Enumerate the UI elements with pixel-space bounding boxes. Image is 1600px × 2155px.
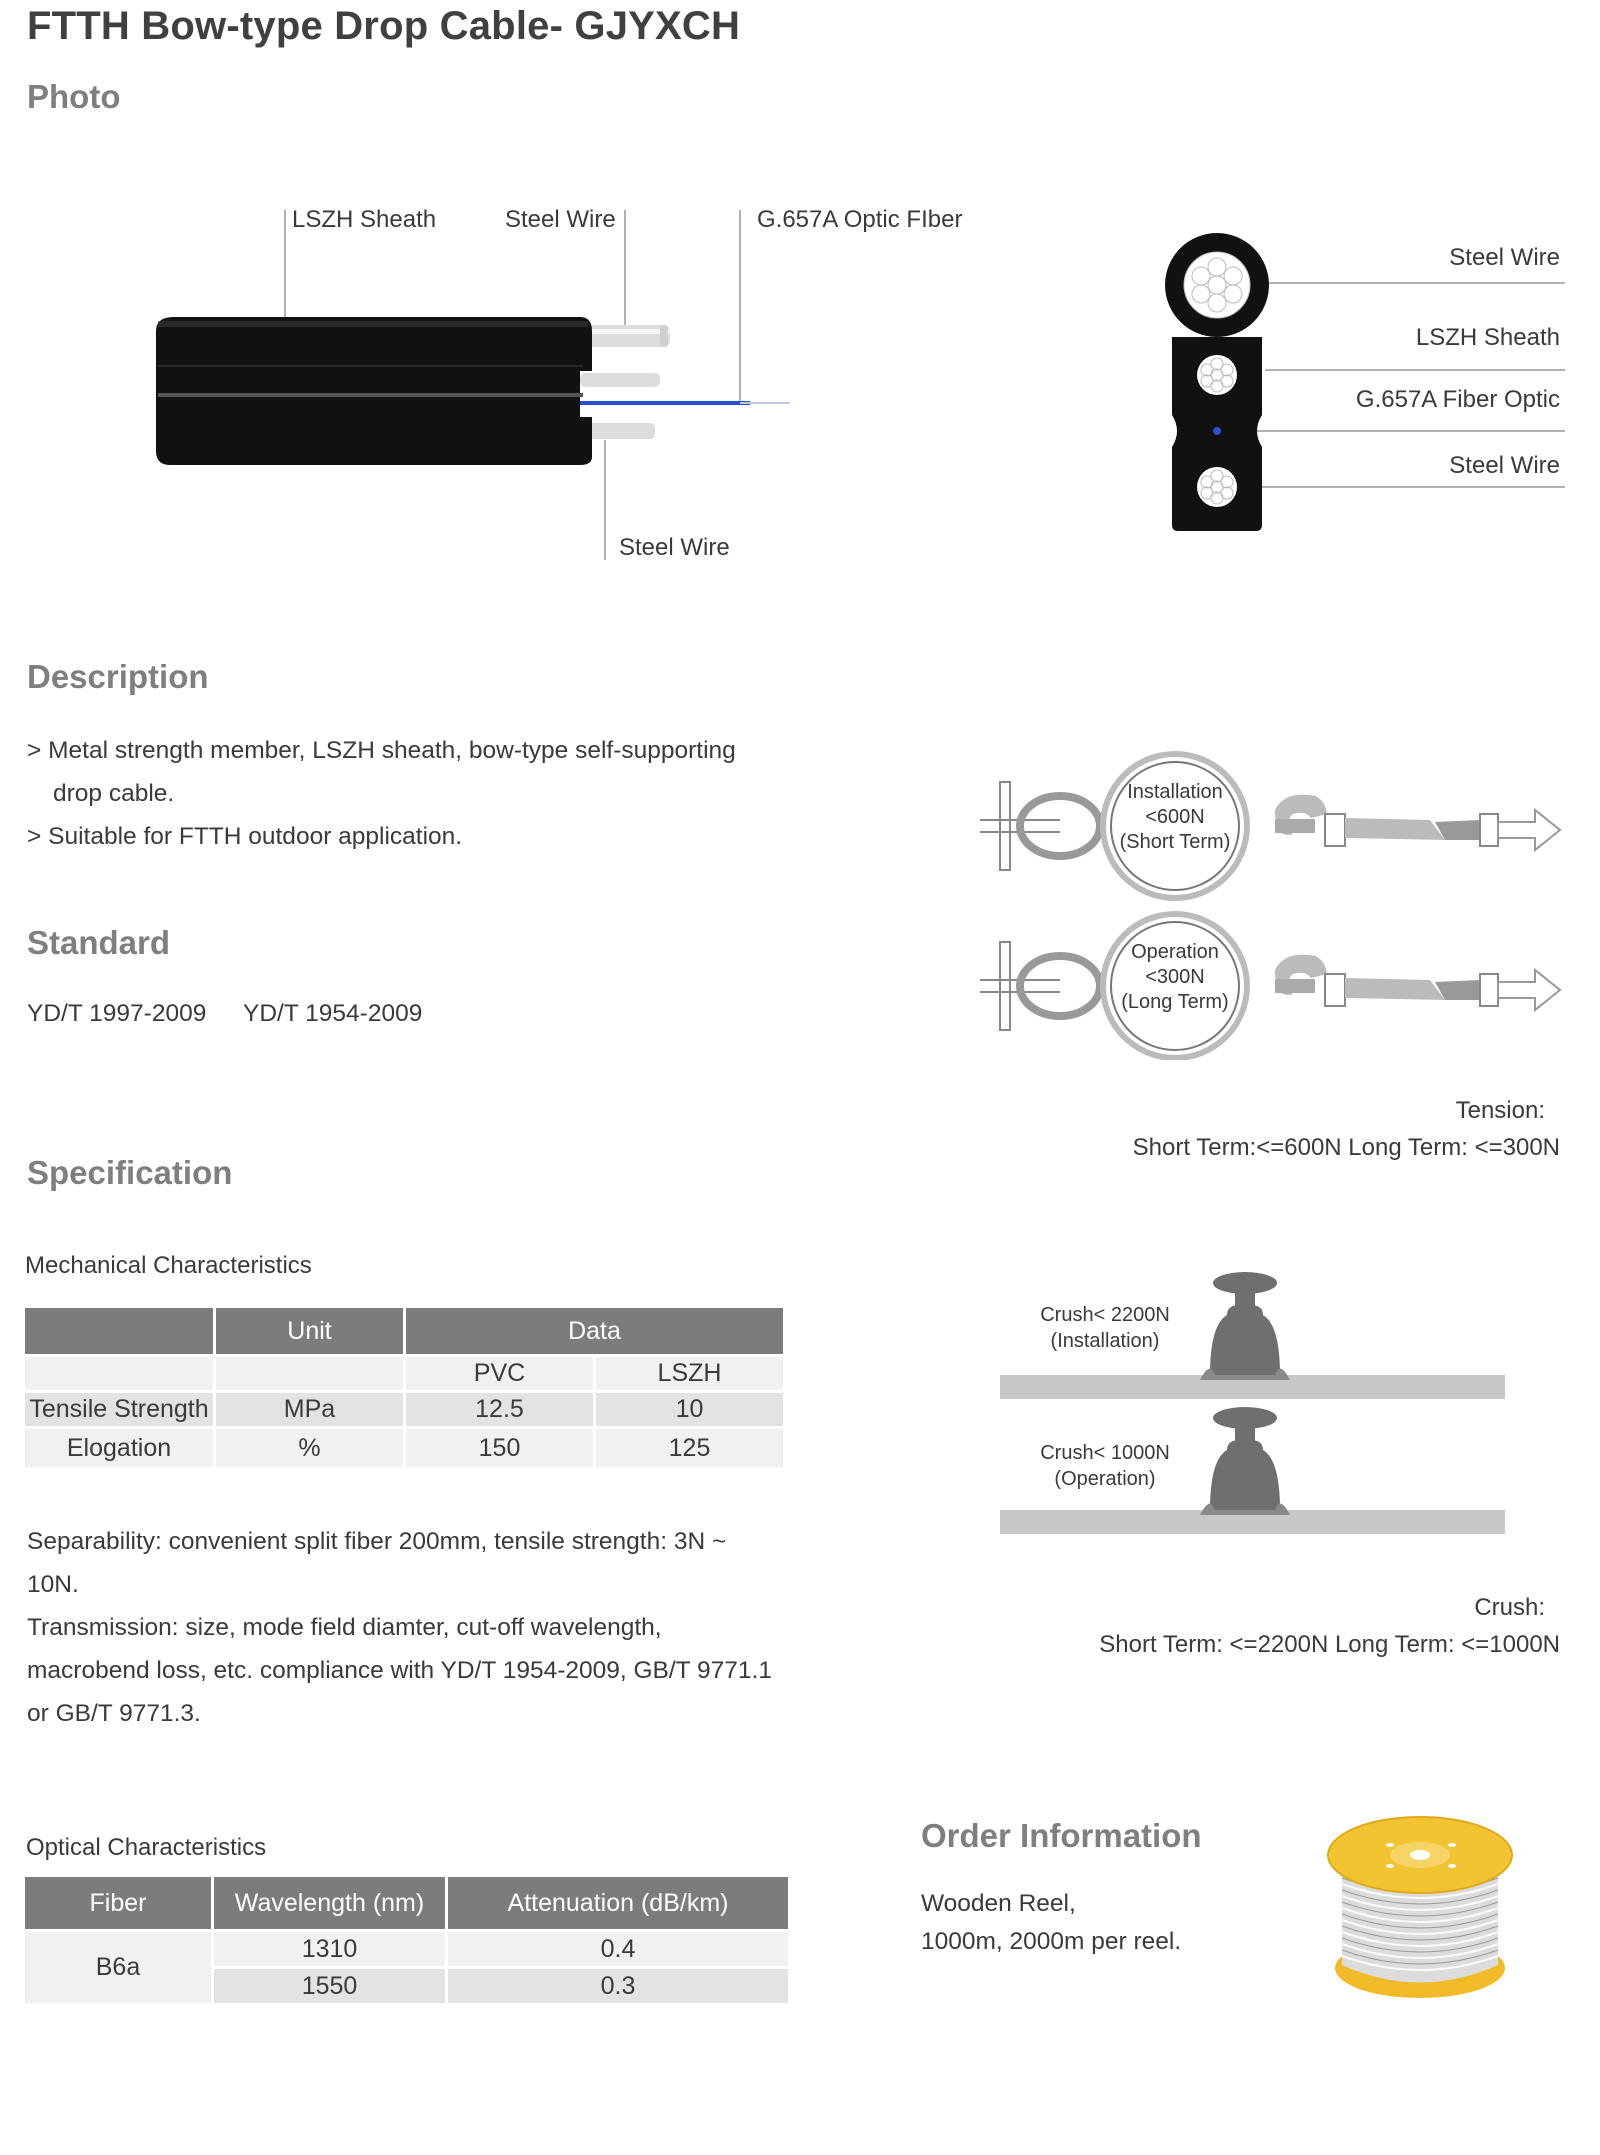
tension-operation-line-1: Operation [1131,941,1219,963]
crush-caption-1: Crush: [1474,1594,1545,1621]
mech-sub-lszh: LSZH [657,1359,722,1387]
tension-install-line-2: <600N [1145,806,1205,828]
section-label-fiber-optic: G.657A Fiber Optic [1355,386,1560,413]
optical-row-attenuation: 0.3 [600,1971,636,2000]
description-line-1a: > Metal strength member, LSZH sheath, bow-type self-supporting [27,737,736,764]
label-steel-wire-top: Steel Wire [505,206,616,233]
crush-install-line-1: Crush< 2200N [1040,1304,1170,1326]
section-label-steel-wire-1: Steel Wire [1449,244,1560,271]
mech-row-name: Tensile Strength [29,1395,209,1423]
mech-sub-blank-1 [25,1357,213,1390]
optical-fiber-cell: B6a [25,1932,211,2003]
transmission-line-3: or GB/T 9771.3. [27,1700,201,1727]
mech-header-blank [25,1308,213,1354]
section-label-steel-wire-2: Steel Wire [1449,452,1560,479]
optical-header-fiber: Fiber [25,1877,211,1929]
tension-caption-1: Tension: [1455,1097,1545,1124]
optical-header-wavelength: Wavelength (nm) [214,1877,445,1929]
wooden-reel-illustration [1320,1800,1520,2005]
mech-row-pvc: 150 [478,1433,521,1462]
tension-operation-line-3: (Long Term) [1121,991,1229,1013]
optical-title: Optical Characteristics [26,1834,267,1861]
mech-header-data: Data [406,1308,783,1354]
optical-row-wavelength: 1310 [301,1934,358,1963]
cable-side-view-illustration [140,195,800,575]
page-title: FTTH Bow-type Drop Cable- GJYXCH [27,4,741,48]
section-label-lszh-sheath: LSZH Sheath [1415,324,1560,351]
tension-caption-2: Short Term:<=600N Long Term: <=300N [1132,1134,1560,1161]
optical-table [22,1874,791,2006]
description-heading: Description [27,658,209,695]
optical-row-attenuation: 0.4 [600,1934,636,1963]
specification-heading: Specification [27,1154,233,1191]
tension-operation-line-2: <300N [1145,966,1205,988]
optical-row-wavelength: 1550 [301,1971,358,2000]
order-line-1: Wooden Reel, [921,1890,1076,1917]
mech-row-lszh: 10 [675,1395,704,1423]
separability-line-1: Separability: convenient split fiber 200mm, tensile strength: 3N ~ [27,1528,727,1555]
order-line-2: 1000m, 2000m per reel. [921,1928,1182,1955]
tension-diagram [975,730,1570,1060]
description-line-1b: drop cable. [53,780,175,807]
optical-header-attenuation: Attenuation (dB/km) [448,1877,788,1929]
separability-line-2: 10N. [27,1571,79,1598]
label-lszh-sheath: LSZH Sheath [292,206,437,233]
order-text [921,1885,1181,1961]
table-row [25,1393,783,1426]
tension-install-line-3: (Short Term) [1119,831,1231,853]
label-optic-fiber: G.657A Optic FIber [757,206,963,233]
tension-operation-label [1105,940,1245,1015]
crush-operation-line-1: Crush< 1000N [1040,1442,1170,1464]
transmission-line-1: Transmission: size, mode field diamter, cut-off wavelength, [27,1614,662,1641]
crush-install-line-2: (Installation) [1050,1330,1160,1352]
crush-caption-2: Short Term: <=2200N Long Term: <=1000N [1099,1631,1560,1658]
mech-row-lszh: 125 [668,1433,711,1462]
photo-heading: Photo [27,78,121,115]
mechanical-table [22,1305,786,1470]
crush-installation-label [1020,1302,1190,1354]
mech-row-pvc: 12.5 [475,1395,524,1423]
standard-1: YD/T 1997-2009 [27,1000,207,1027]
cable-cross-section-illustration [1160,225,1580,545]
mech-header-unit: Unit [216,1308,403,1354]
mech-sub-pvc: PVC [473,1359,526,1387]
standard-heading: Standard [27,924,171,961]
mech-row-unit: % [298,1433,321,1462]
tension-installation-label [1105,780,1245,855]
tension-install-line-1: Installation [1127,781,1223,803]
table-row [25,1932,788,1966]
description-line-2: > Suitable for FTTH outdoor application. [27,823,463,850]
crush-operation-label [1020,1440,1190,1492]
separability-text [27,1520,817,1735]
table-row [25,1429,783,1467]
mechanical-title: Mechanical Characteristics [25,1252,312,1279]
transmission-line-2: macrobend loss, etc. compliance with YD/T 1954-2009, GB/T 9771.1 [27,1657,772,1684]
description-text [27,729,817,858]
label-steel-wire-bottom: Steel Wire [619,534,730,561]
crush-operation-line-2: (Operation) [1054,1468,1156,1490]
mech-row-name: Elogation [66,1433,172,1462]
standard-2: YD/T 1954-2009 [243,1000,423,1027]
order-heading: Order Information [921,1817,1202,1854]
mech-row-unit: MPa [283,1395,336,1423]
mech-sub-blank-2 [216,1357,403,1390]
